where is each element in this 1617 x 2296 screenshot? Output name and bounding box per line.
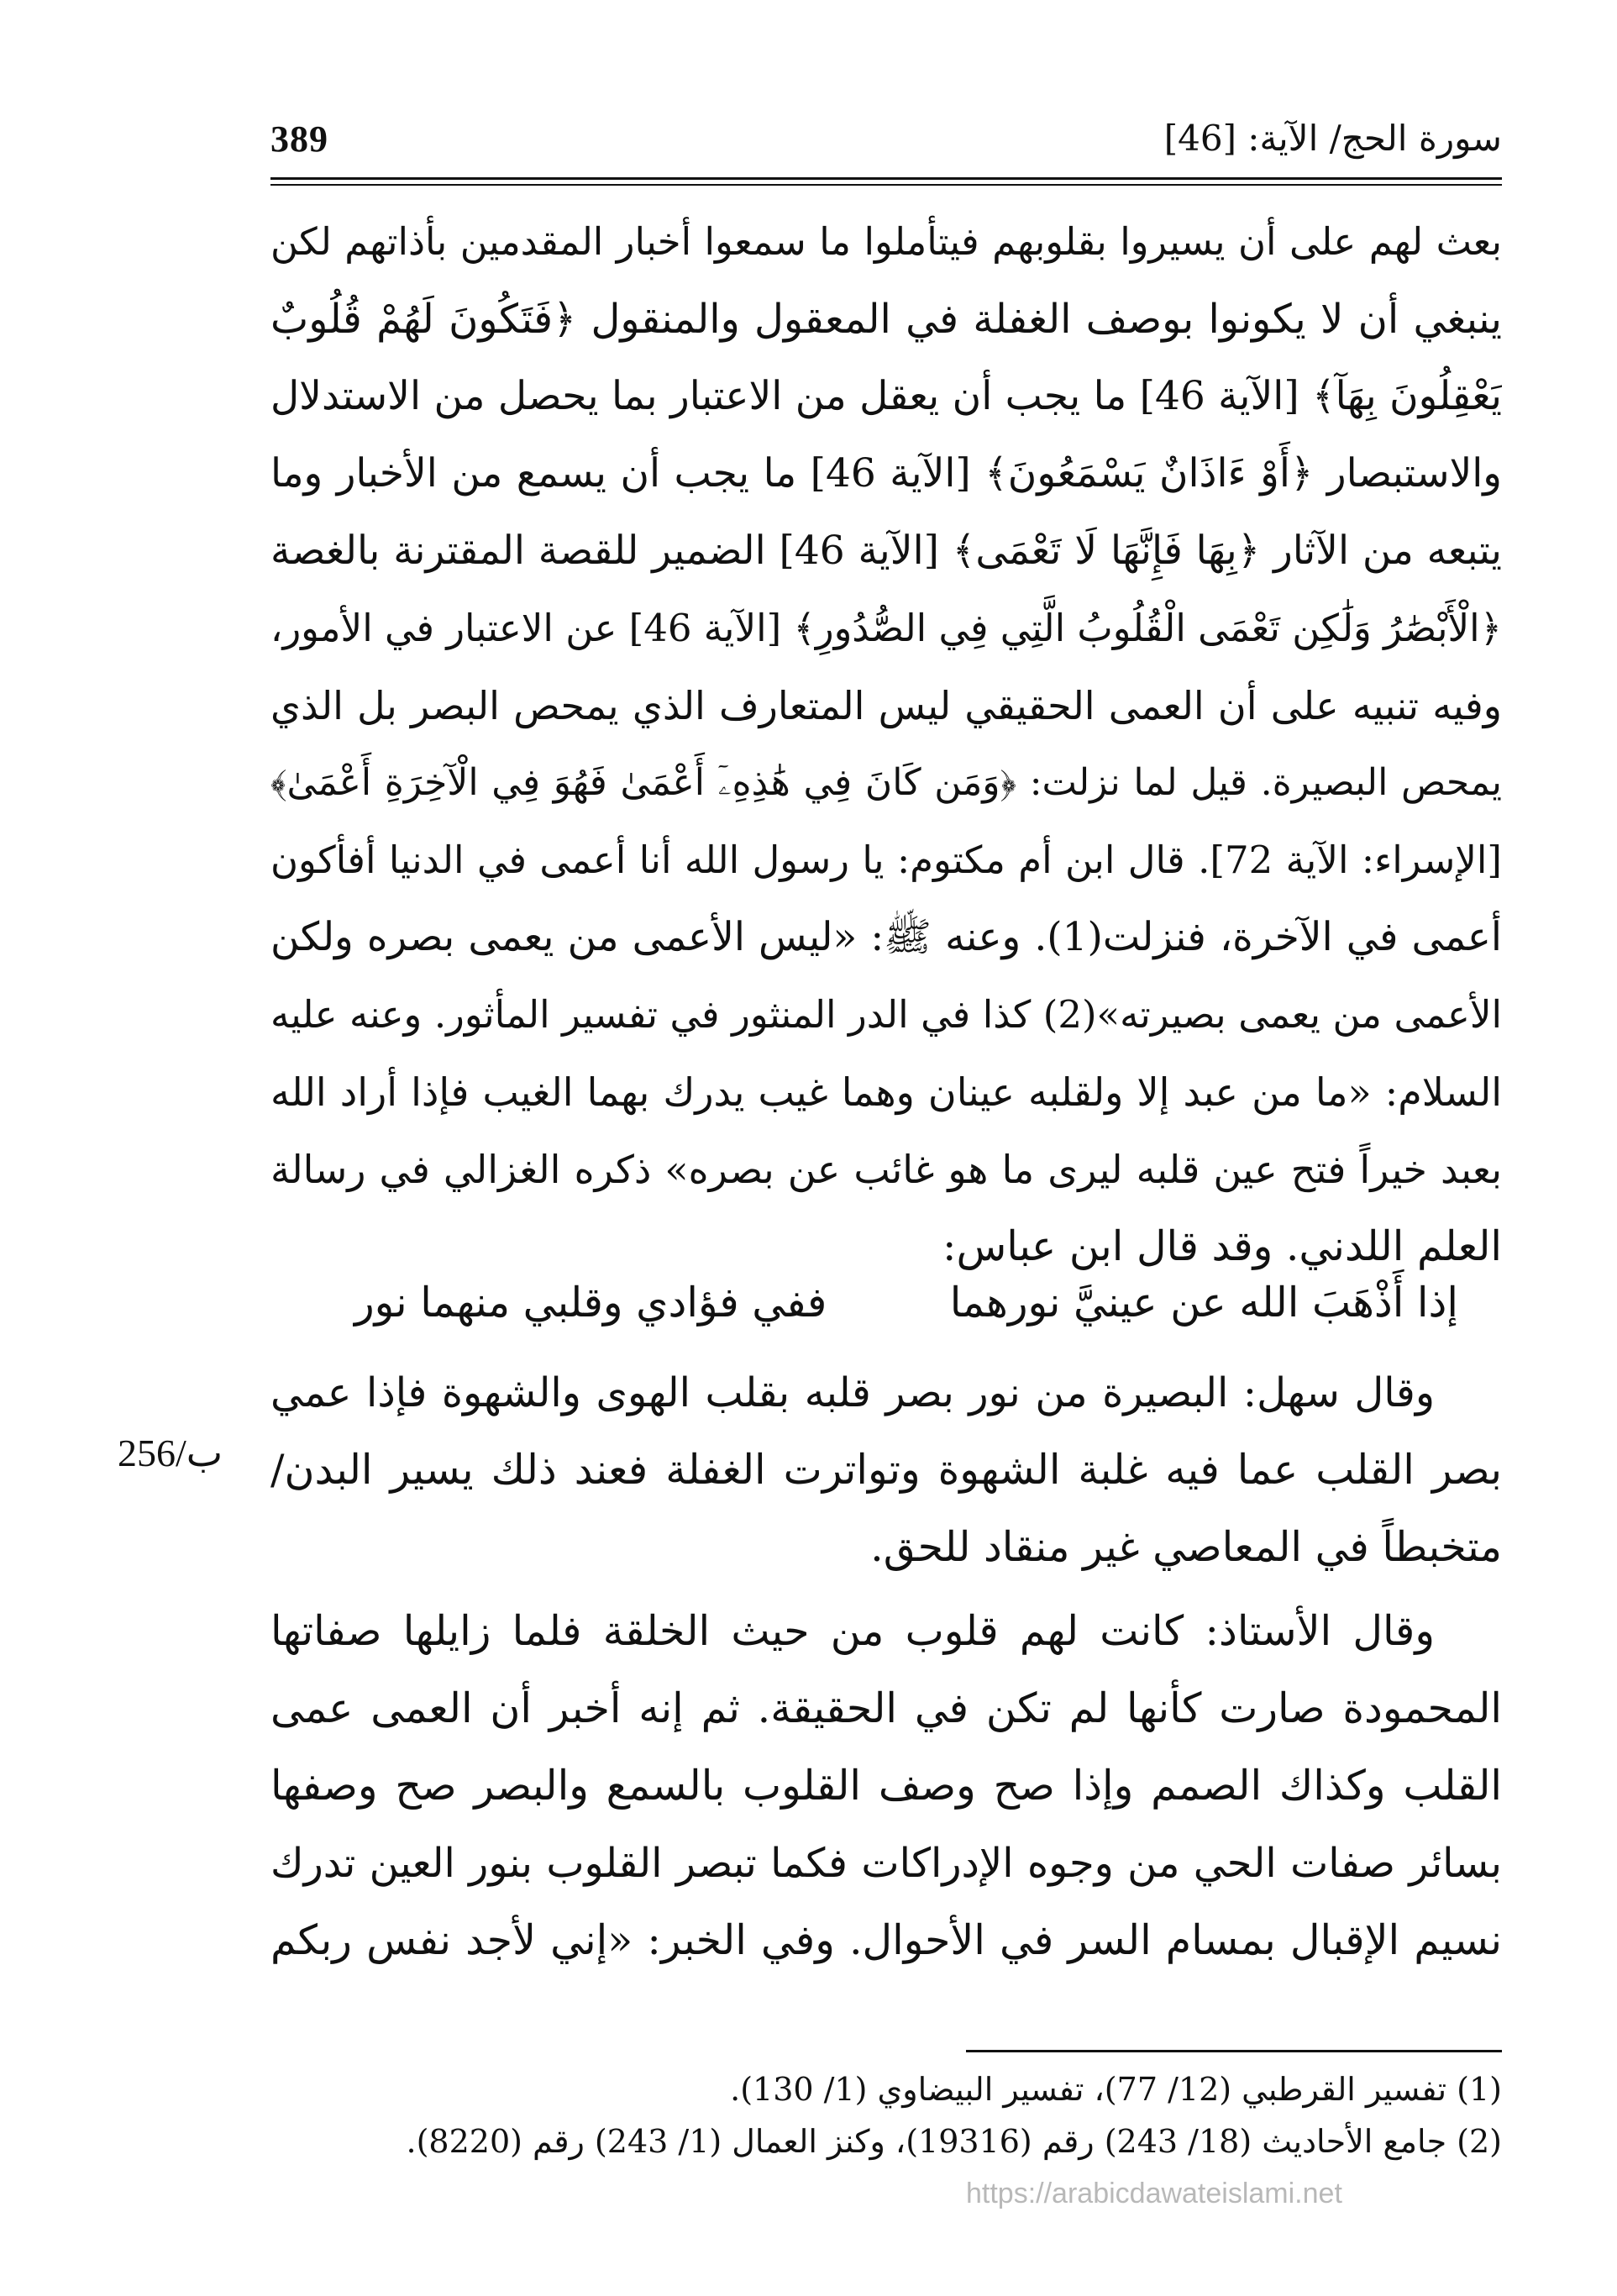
page-number: 389 <box>270 118 328 160</box>
text-line: وقال الأستاذ: كانت لهم قلوب من حيث الخلقة فلما زايلها صفاتها <box>270 1607 1435 1655</box>
text-line: القلب وكذاك الصمم وإذا صح وصف القلوب بالسمع والبصر صح وصفها <box>270 1762 1502 1810</box>
footnote: (2) جامع الأحاديث (18/ 243) رقم (19316)، وكنز العمال (1/ 243) رقم (8220). <box>406 2123 1502 2160</box>
page-header <box>270 118 1502 168</box>
paragraph-2 <box>270 1354 1502 1586</box>
watermark-url: https://arabicdawateislami.net <box>966 2178 1342 2209</box>
text-line: المحمودة صارت كأنها لم تكن في الحقيقة. ثم إنه أخبر أن العمى عمى <box>270 1684 1502 1732</box>
verse-first-hemistich: إذا أَذْهَبَ الله عن عينيَّ نورهما <box>949 1279 1458 1327</box>
folio-margin-note: 256/ب <box>118 1432 223 1474</box>
text-line: والاستبصار ﴿أَوْ ءَاذَانٌ يَسْمَعُونَ﴾ [الآية 46] ما يجب أن يسمع من الأخبار وما <box>270 450 1502 497</box>
poetry-verse <box>270 1264 1502 1342</box>
header-rule-top <box>270 177 1502 180</box>
text-line: ينبغي أن لا يكونوا بوصف الغفلة في المعقول والمنقول ﴿فَتَكُونَ لَهُمْ قُلُوبٌ <box>270 296 1502 343</box>
footnotes <box>270 2063 1502 2167</box>
text-line: أعمى في الآخرة، فنزلت(1). وعنه ﷺ: «ليس الأعمى من يعمى بصره ولكن <box>270 914 1502 960</box>
paragraph-1 <box>270 203 1502 1285</box>
text-line: نسيم الإقبال بمسام السر في الأحوال. وفي الخبر: «إني لأجد نفس ربكم <box>270 1916 1502 1964</box>
text-line: بصر القلب عما فيه غلبة الشهوة وتواترت الغفلة فعند ذلك يسير البدن/ <box>270 1446 1502 1494</box>
text-line: يمحص البصيرة. قيل لما نزلت: ﴿وَمَن كَانَ فِي هَٰذِهِۦٓ أَعْمَىٰ فَهُوَ فِي الْآخِرَةِ أَعْمَىٰ﴾ <box>270 761 1502 804</box>
running-title: سورة الحج/ الآية: [46] <box>1163 118 1502 159</box>
text-line: بسائر صفات الحي من وجوه الإدراكات فكما تبصر القلوب بنور العين تدرك <box>270 1840 1502 1887</box>
paragraph-3 <box>270 1593 1502 1979</box>
text-line: متخبطاً في المعاصي غير منقاد للحق. <box>870 1523 1502 1571</box>
footnote: (1) تفسير القرطبي (12/ 77)، تفسير البيضاوي (1/ 130). <box>730 2071 1502 2108</box>
text-line: ﴿الْأَبْصَٰرُ وَلَٰكِن تَعْمَى الْقُلُوبُ الَّتِي فِي الصُّدُورِ﴾ [الآية 46] عن الاعتبار في الأمور، <box>270 606 1502 650</box>
text-line: بعبد خيراً فتح عين قلبه ليرى ما هو غائب عن بصره» ذكره الغزالي في رسالة <box>270 1147 1502 1192</box>
text-line: بعث لهم على أن يسيروا بقلوبهم فيتأملوا ما سمعوا أخبار المقدمين بأذاتهم لكن <box>270 219 1502 264</box>
header-rule-bottom <box>270 184 1502 186</box>
text-line: العلم اللدني. وقد قال ابن عباس: <box>942 1222 1502 1270</box>
text-line: وقال سهل: البصيرة من نور بصر قلبه بقلب الهوى والشهوة فإذا عمي <box>270 1369 1435 1416</box>
text-line: السلام: «ما من عبد إلا ولقلبه عينان وهما غيب يدرك بهما الغيب فإذا أراد الله <box>270 1069 1502 1115</box>
text-line: [الإسراء: الآية 72]. قال ابن أم مكتوم: يا رسول الله أنا أعمى في الدنيا أفأكون <box>270 838 1502 882</box>
text-line: يَعْقِلُونَ بِهَآ﴾ [الآية 46] ما يجب أن يعقل من الاعتبار بما يحصل من الاستدلال <box>270 373 1502 419</box>
verse-second-hemistich: ففي فؤادي وقلبي منهما نور <box>354 1279 827 1327</box>
text-line: يتبعه من الآثار ﴿بِهَا فَإِنَّهَا لَا تَعْمَى﴾ [الآية 46] الضمير للقصة المقترنة بالغصة <box>270 528 1502 574</box>
text-line: وفيه تنبيه على أن العمى الحقيقي ليس المتعارف الذي يمحص البصر بل الذي <box>270 683 1502 728</box>
footnote-rule <box>966 2050 1502 2052</box>
text-line: الأعمى من يعمى بصيرته»(2) كذا في الدر المنثور في تفسير المأثور. وعنه عليه <box>270 992 1502 1037</box>
